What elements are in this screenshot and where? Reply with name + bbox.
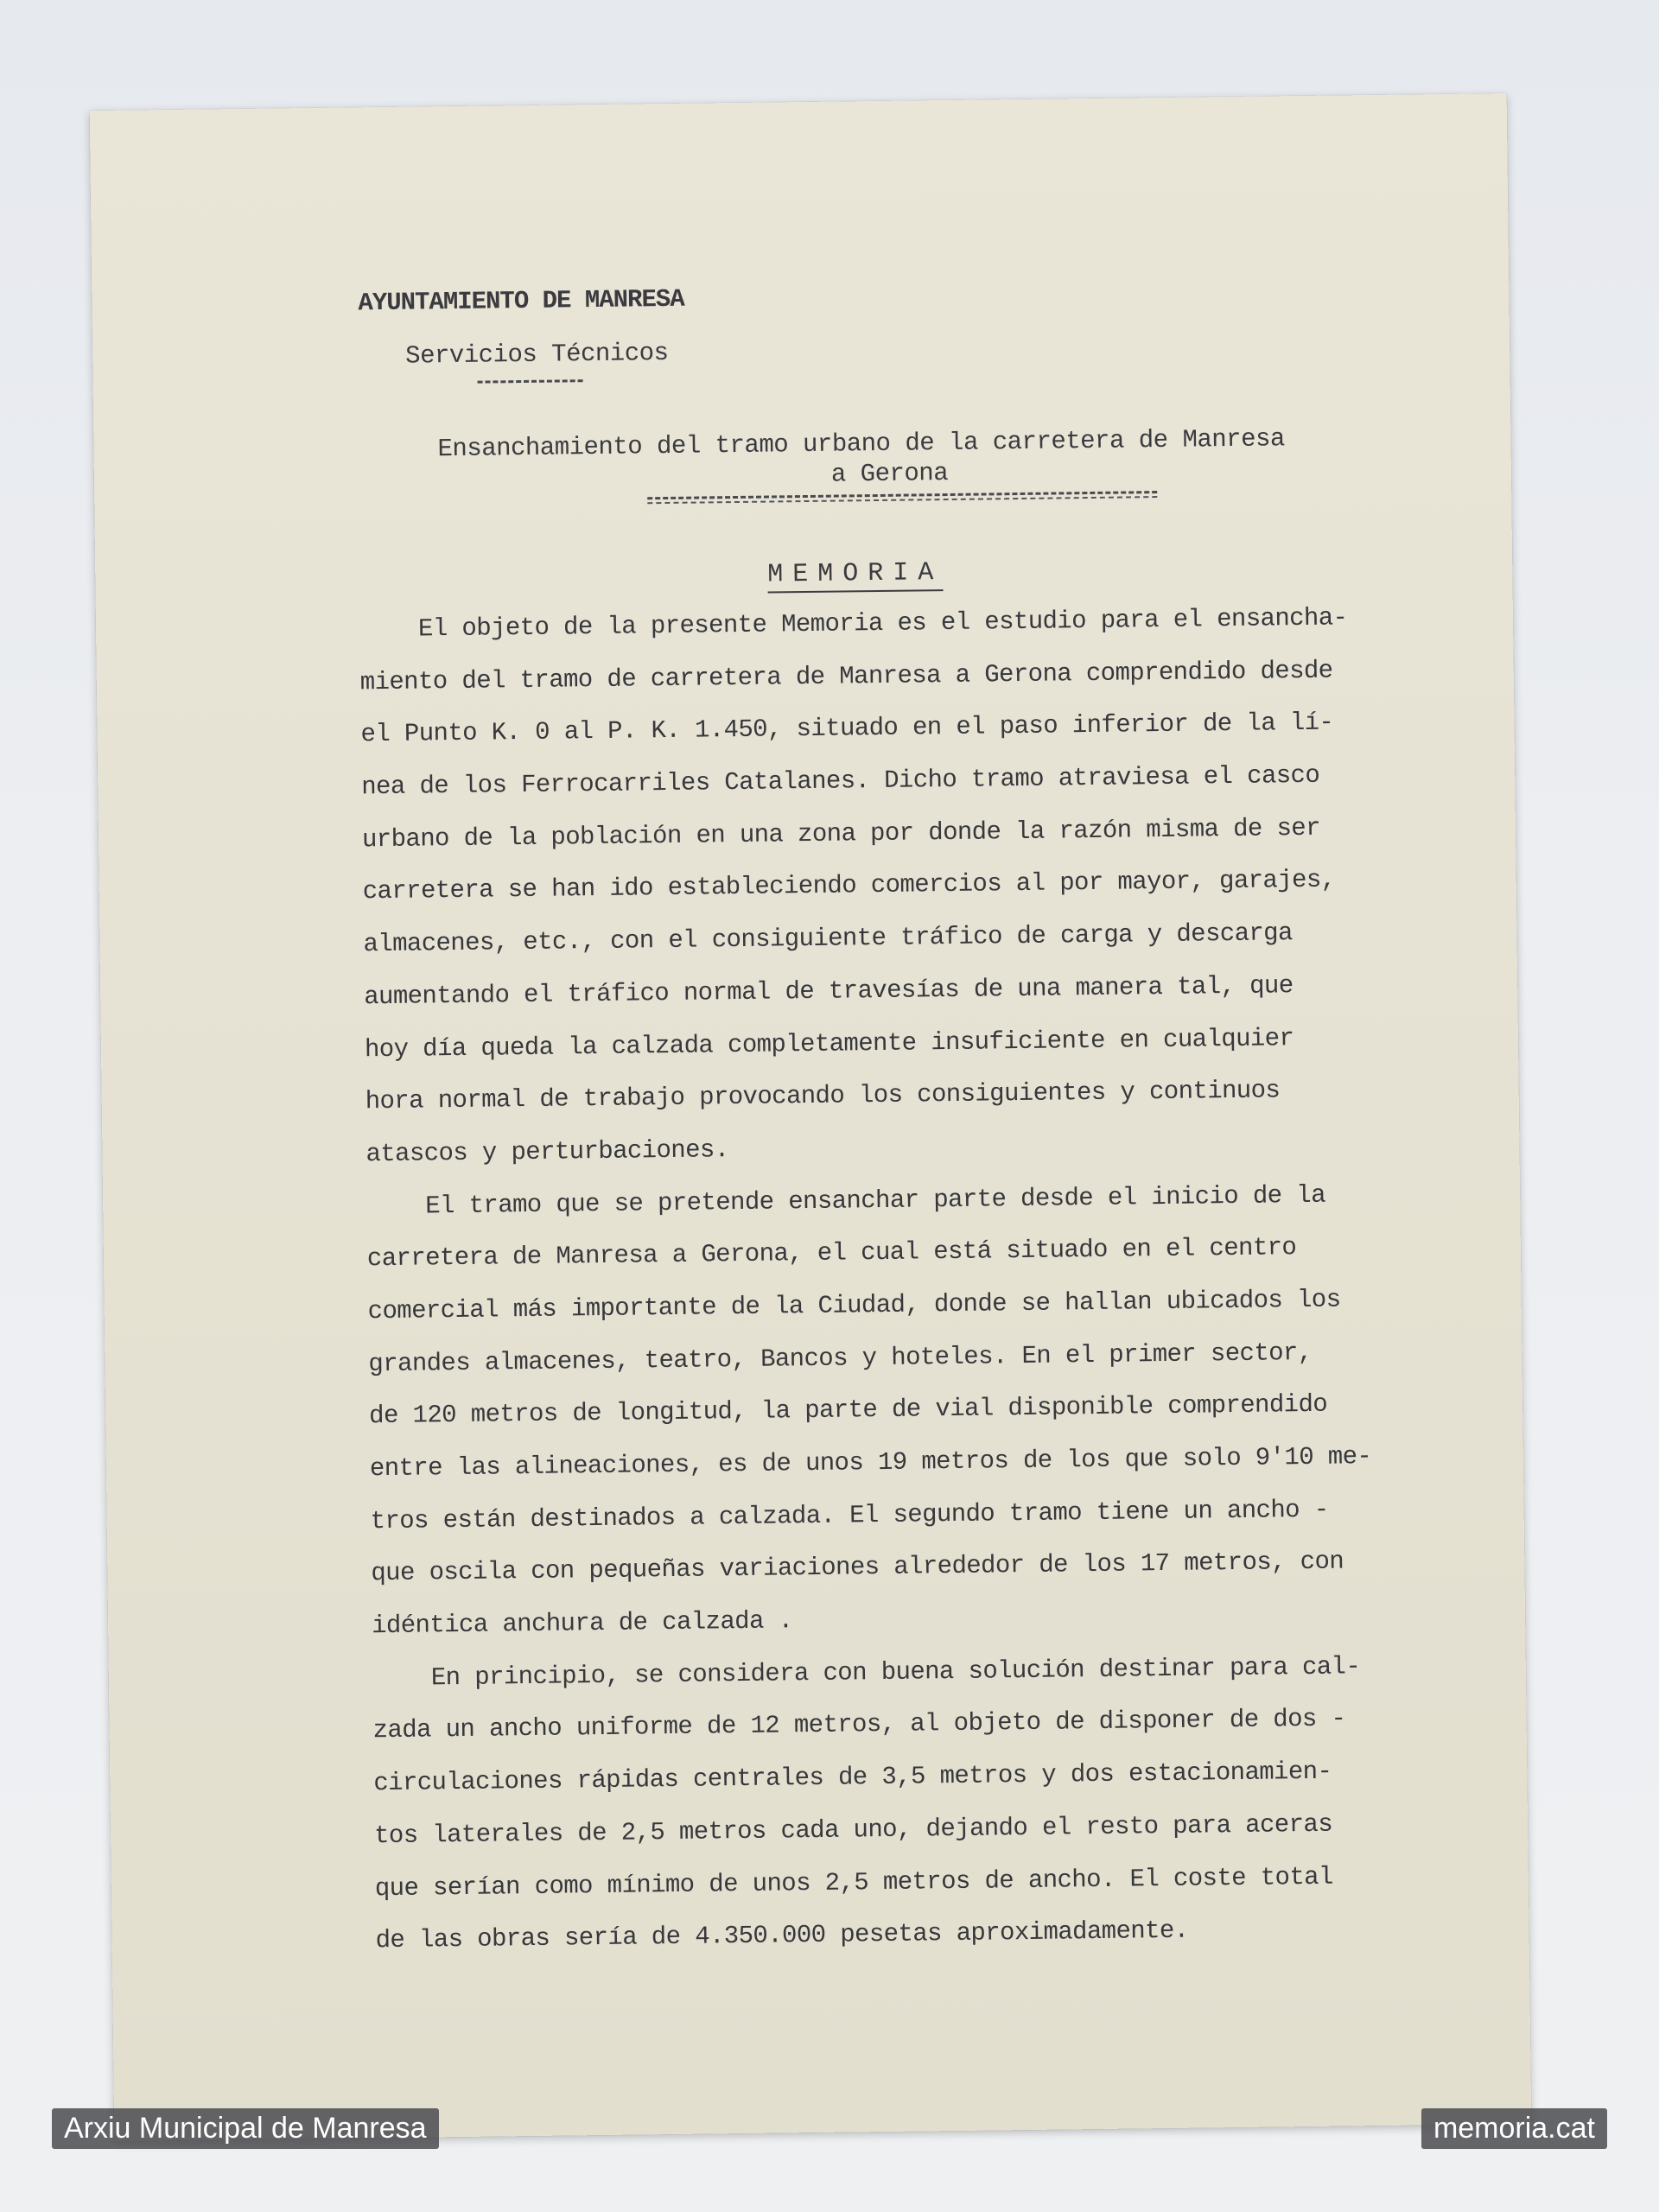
body-line: El objeto de la presente Memoria es el estudio para el ensancha-: [417, 603, 1348, 644]
body-line: grandes almacenes, teatro, Bancos y hoteles. En el primer sector,: [368, 1338, 1313, 1378]
body-line: tros están destinados a calzada. El segundo tramo tiene un ancho -: [370, 1495, 1329, 1535]
body-line: hora normal de trabajo provocando los consiguientes y continuos: [365, 1076, 1281, 1116]
body-line: En principio, se considera con buena solución destinar para cal-: [430, 1652, 1361, 1693]
archive-watermark: Arxiu Municipal de Manresa: [52, 2108, 439, 2149]
body-line: carretera de Manresa a Gerona, el cual está situado en el centro: [366, 1233, 1297, 1274]
body-line: circulaciones rápidas centrales de 3,5 metros y dos estacionamien-: [373, 1757, 1332, 1798]
document-title-line-1: Ensanchamiento del tramo urbano de la carretera de Manresa: [437, 424, 1286, 464]
department-underline: [478, 379, 583, 383]
body-line: zada un ancho uniforme de 12 metros, al objeto de disponer de dos -: [372, 1704, 1346, 1745]
body-line: atascos y perturbaciones.: [365, 1135, 729, 1169]
body-line: miento del tramo de carretera de Manresa a Gerona comprendido desde: [359, 656, 1333, 697]
site-watermark: memoria.cat: [1421, 2108, 1607, 2149]
body-line: de las obras sería de 4.350.000 pesetas aproximadamente.: [375, 1916, 1189, 1955]
document-title-line-2: a Gerona: [830, 459, 949, 489]
body-line: urbano de la población en una zona por donde la razón misma de ser: [361, 813, 1321, 855]
body-line: aumentando el tráfico normal de travesías de una manera tal, que: [364, 970, 1294, 1012]
body-line: que oscila con pequeñas variaciones alrededor de los 17 metros, con: [371, 1547, 1344, 1588]
body-line: idéntica anchura de calzada .: [371, 1606, 793, 1641]
body-line: tos laterales de 2,5 metros cada uno, dejando el resto para aceras: [373, 1809, 1333, 1851]
body-line: carretera se han ido estableciendo comercios al por mayor, garajes,: [362, 865, 1336, 906]
body-line: el Punto K. 0 al P. K. 1.450, situado en el paso inferior de la lí-: [360, 708, 1334, 749]
body-line: que serían como mínimo de unos 2,5 metros de ancho. El coste total: [374, 1862, 1333, 1903]
body-line: comercial más importante de la Ciudad, donde se hallan ubicados los: [367, 1285, 1341, 1326]
body-line: de 120 metros de longitud, la parte de vial disponible comprendido: [368, 1390, 1328, 1431]
section-heading: MEMORIA: [767, 558, 943, 593]
body-line: entre las alineaciones, es de unos 19 metros de los que solo 9'10 me-: [369, 1442, 1372, 1484]
body-line: El tramo que se pretende ensanchar parte desde el inicio de la: [425, 1180, 1326, 1221]
memoria-body: [359, 590, 1551, 1967]
body-line: almacenes, etc., con el consiguiente tráfico de carga y descarga: [363, 918, 1294, 959]
department-name: Servicios Técnicos: [405, 338, 669, 371]
body-line: nea de los Ferrocarriles Catalanes. Dicho tramo atraviesa el casco: [361, 760, 1320, 802]
document-page: [90, 93, 1532, 2141]
body-line: hoy día queda la calzada completamente insuficiente en cualquier: [364, 1023, 1294, 1064]
organization-header: AYUNTAMIENTO DE MANRESA: [358, 284, 684, 318]
